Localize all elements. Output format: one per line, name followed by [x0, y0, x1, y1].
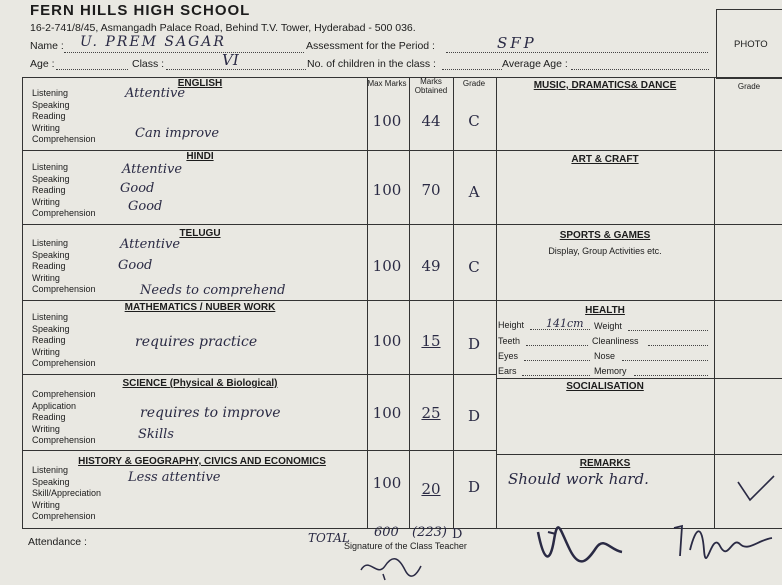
subject-remark: requires to improve: [140, 405, 281, 421]
row-divider: [496, 300, 782, 301]
subject-remark: Less attentive: [128, 470, 221, 485]
age-label: Age :: [30, 58, 55, 70]
skill-label: Writing: [32, 196, 60, 207]
sports-title: SPORTS & GAMES: [559, 230, 651, 241]
class-teacher-label: Signature of the Class Teacher: [344, 541, 467, 551]
skill-label: Comprehension: [32, 208, 96, 218]
assessment-label: Assessment for the Period :: [306, 40, 435, 52]
skill-list: [32, 312, 96, 370]
max-marks: 100: [372, 181, 402, 199]
teeth-line: [526, 345, 588, 346]
skill-label: Listening: [32, 238, 69, 248]
subject-remark: Attentive: [122, 162, 183, 177]
skill-label: Writing: [32, 272, 60, 283]
grade: C: [468, 112, 480, 130]
grade: C: [468, 258, 480, 276]
photo-label: PHOTO: [734, 39, 768, 50]
age-line: [56, 69, 128, 70]
skill-label: Speaking: [32, 476, 70, 487]
average-age-line: [571, 69, 709, 70]
divider-right-grade: [714, 78, 715, 528]
divider-obtained: [409, 78, 410, 528]
max-marks-header: Max Marks: [367, 79, 407, 88]
total-obtained: (223): [412, 525, 447, 540]
weight-line: [628, 330, 708, 331]
remarks-value: Should work hard.: [508, 470, 649, 488]
parent-signature: [668, 516, 778, 574]
class-value: VI: [222, 51, 239, 69]
ears-label: Ears: [498, 366, 517, 376]
height-label: Height: [498, 320, 525, 330]
class-line: [166, 69, 306, 70]
average-age-label: Average Age :: [502, 58, 568, 70]
max-marks: 100: [372, 112, 402, 130]
cleanliness-line: [648, 345, 708, 346]
skill-label: Application: [32, 400, 77, 411]
skill-label: Reading: [32, 412, 66, 422]
marks-obtained-header: Marks Obtained: [414, 77, 448, 95]
skill-list: [32, 238, 96, 296]
photo-box: [716, 9, 782, 79]
grade-check-mark: [734, 470, 780, 510]
skill-label: Writing: [32, 346, 60, 357]
skill-label: Writing: [32, 122, 60, 133]
grade: D: [467, 335, 481, 353]
row-divider: [23, 224, 497, 225]
skill-label: Listening: [32, 162, 69, 172]
nose-line: [622, 360, 708, 361]
row-divider: [23, 300, 497, 301]
skill-label: Comprehension: [32, 435, 96, 445]
subject-remark: Can improve: [135, 126, 220, 141]
principal-signature: [530, 522, 630, 572]
children-line: [442, 69, 502, 70]
memory-label: Memory: [594, 366, 627, 376]
subject-remark: Good: [120, 181, 155, 196]
skill-label: Writing: [32, 423, 60, 434]
skill-label: Listening: [32, 88, 69, 98]
memory-line: [634, 375, 708, 376]
row-divider: [23, 374, 497, 375]
ears-line: [522, 375, 590, 376]
children-label: No. of children in the class :: [307, 58, 436, 70]
subject-title: TELUGU: [179, 228, 221, 239]
skill-list: [32, 88, 96, 146]
art-title: ART & CRAFT: [571, 154, 639, 165]
subject-remark: requires practice: [135, 334, 258, 350]
total-grade: D: [452, 527, 463, 542]
subject-title: HINDI: [186, 151, 214, 162]
skill-label: Reading: [32, 111, 66, 121]
skill-label: Listening: [32, 312, 69, 322]
skill-label: Comprehension: [32, 134, 96, 144]
sports-subtitle: Display, Group Activities etc.: [548, 246, 662, 256]
health-title: HEALTH: [585, 305, 625, 316]
marks-obtained: 25: [421, 404, 441, 422]
student-name: U. PREM SAGAR: [80, 34, 226, 50]
school-name: FERN HILLS HIGH SCHOOL: [30, 2, 251, 19]
row-divider: [496, 378, 782, 379]
skill-label: Comprehension: [32, 284, 96, 294]
skill-label: Reading: [32, 185, 66, 195]
max-marks: 100: [372, 257, 402, 275]
divider-max: [367, 78, 368, 528]
subject-title: HISTORY & GEOGRAPHY, CIVICS AND ECONOMICS: [78, 456, 326, 467]
eyes-line: [524, 360, 590, 361]
skill-label: Writing: [32, 499, 60, 510]
max-marks: 100: [372, 404, 402, 422]
skill-label: Listening: [32, 465, 69, 475]
total-label: TOTAL: [308, 531, 350, 545]
skill-label: Speaking: [32, 173, 70, 184]
remarks-title: REMARKS: [579, 458, 631, 469]
cleanliness-label: Cleanliness: [592, 336, 639, 346]
skill-label: Comprehension: [32, 358, 96, 368]
name-line: [64, 52, 304, 53]
school-address: 16-2-741/8/45, Asmangadh Palace Road, Behind T.V. Tower, Hyderabad - 500 036.: [30, 22, 416, 34]
skill-list: [32, 162, 96, 220]
marks-obtained: 20: [421, 480, 441, 498]
nose-label: Nose: [594, 351, 616, 361]
marks-obtained: 15: [421, 332, 441, 350]
marks-obtained: 49: [421, 257, 441, 275]
assessment-value: SFP: [497, 34, 537, 52]
subject-remark: Good: [118, 258, 153, 273]
eyes-label: Eyes: [498, 351, 519, 361]
skill-label: Reading: [32, 261, 66, 271]
subject-remark: Attentive: [125, 86, 186, 101]
grade: D: [467, 478, 481, 496]
skill-list: [32, 389, 96, 447]
right-grade-header: Grade: [737, 82, 761, 91]
max-marks: 100: [372, 332, 402, 350]
assessment-line: [446, 52, 708, 53]
row-divider: [23, 450, 497, 451]
class-label: Class :: [132, 58, 165, 70]
skill-label: Speaking: [32, 249, 70, 260]
divider-grade: [453, 78, 454, 528]
teacher-signature: [355, 548, 425, 582]
height-value: 141cm: [546, 317, 584, 330]
name-label: Name :: [30, 40, 64, 52]
grade-header: Grade: [462, 79, 486, 88]
attendance-label: Attendance :: [28, 536, 87, 548]
grade: D: [467, 407, 481, 425]
subject-title: ENGLISH: [177, 78, 223, 89]
music-title: MUSIC, DRAMATICS& DANCE: [533, 80, 677, 91]
max-marks: 100: [372, 474, 402, 492]
total-max: 600: [374, 525, 399, 540]
marks-obtained: 70: [421, 181, 441, 199]
skill-list: [32, 465, 101, 523]
marks-obtained: 44: [421, 112, 441, 130]
row-divider: [496, 150, 782, 151]
subject-remark: Needs to comprehend: [140, 283, 286, 298]
grade: A: [468, 183, 480, 201]
skill-label: Speaking: [32, 99, 70, 110]
subject-title: MATHEMATICS / NUBER WORK: [124, 302, 276, 313]
skill-label: Comprehension: [32, 511, 96, 521]
socialisation-title: SOCIALISATION: [566, 381, 644, 392]
subject-remark: Attentive: [120, 237, 181, 252]
subject-title: SCIENCE (Physical & Biological): [122, 378, 278, 389]
skill-label: Skill/Appreciation: [32, 488, 102, 498]
row-divider: [496, 224, 782, 225]
subject-remark: Good: [128, 199, 163, 214]
skill-label: Speaking: [32, 323, 70, 334]
row-divider: [496, 454, 782, 455]
subject-remark: Skills: [138, 427, 174, 442]
weight-label: Weight: [594, 321, 622, 331]
skill-label: Reading: [32, 335, 66, 345]
teeth-label: Teeth: [498, 336, 521, 346]
skill-label: Comprehension: [32, 389, 96, 399]
